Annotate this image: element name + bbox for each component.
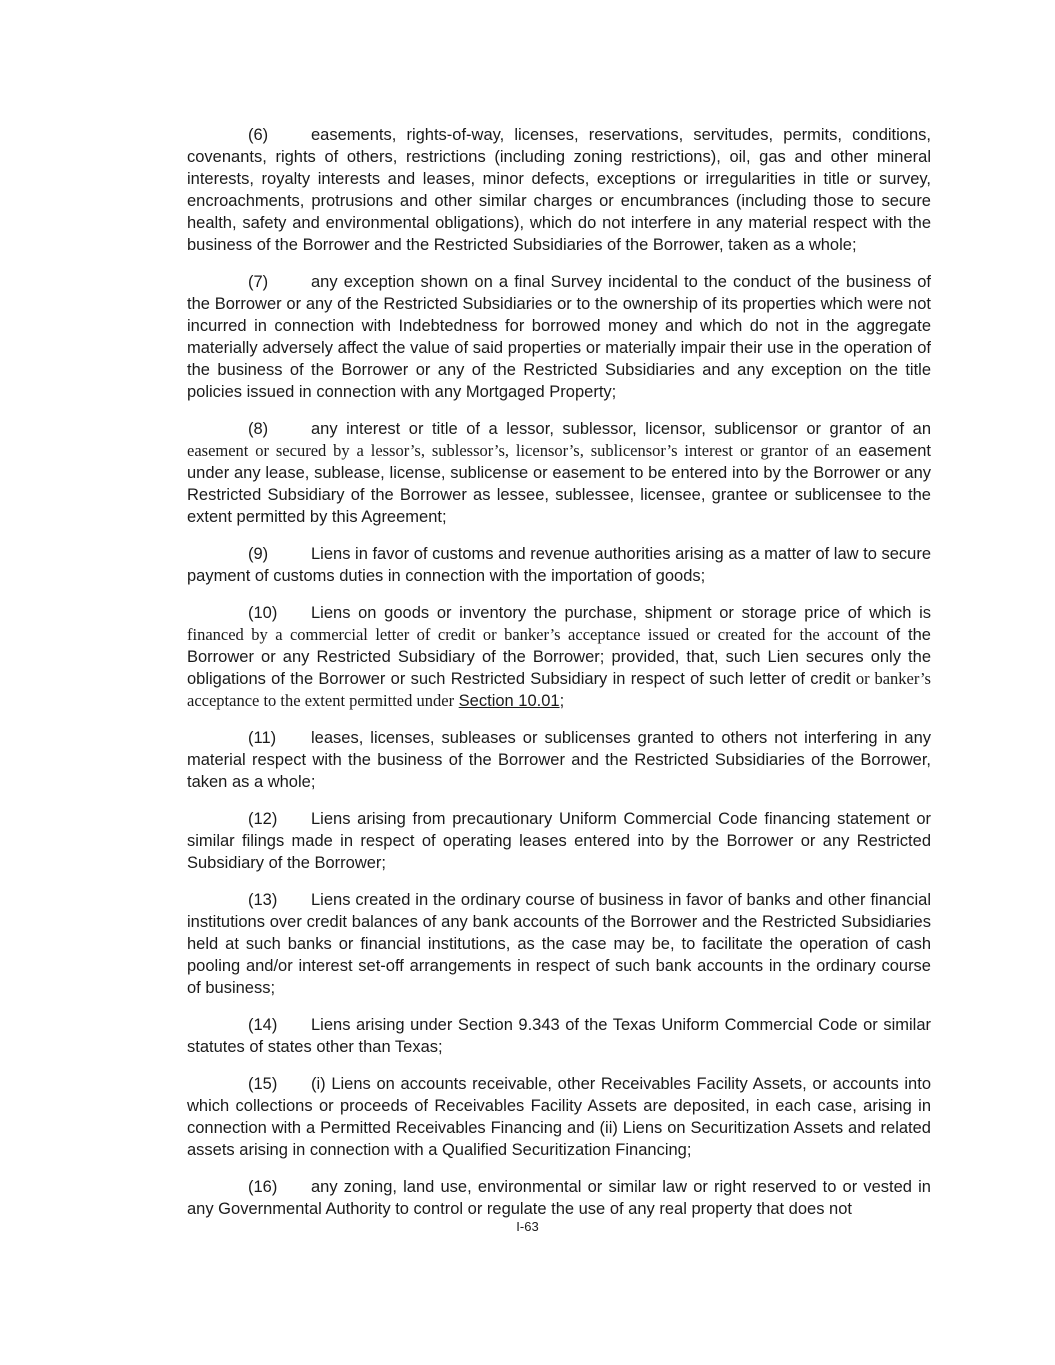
clause-6 bbox=[187, 124, 931, 256]
clause-12 bbox=[187, 808, 931, 874]
clause-text: leases, licenses, subleases or sublicenses granted to others not interfering in any material respect with the business of the Borrower and the Restricted Subsidiaries of the Borrower, taken as a whole; bbox=[187, 729, 931, 791]
clause-number: (11) bbox=[248, 729, 277, 747]
clause-number: (14) bbox=[248, 1016, 278, 1034]
clause-9 bbox=[187, 543, 931, 587]
clause-text: any zoning, land use, environmental or similar law or right reserved to or vested in any Governmental Authority to control or regulate the use of any real property that does not bbox=[187, 1178, 931, 1218]
clause-number: (13) bbox=[248, 891, 278, 909]
section-reference-link[interactable]: Section 10.01 bbox=[458, 692, 560, 710]
clause-number: (6) bbox=[248, 126, 269, 144]
clause-8 bbox=[187, 418, 931, 528]
clause-number: (10) bbox=[248, 604, 278, 622]
clause-number: (8) bbox=[248, 420, 269, 438]
clause-text: any exception shown on a final Survey incidental to the conduct of the business of the Borrower or any of the Restricted Subsidiaries or to the ownership of its properties which were not incurred in connection with Indebtedness for borrowed money and which do not in the aggregate materially adversely affect the value of said properties or materially impair their use in the operation of the business of the Borrower or any of the Restricted Subsidiaries and any exception on the title policies issued in connection with any Mortgaged Property; bbox=[187, 273, 931, 401]
clause-number: (16) bbox=[248, 1178, 278, 1196]
clause-text-serif: or banker’s acceptance to the extent permitted under bbox=[187, 669, 931, 710]
clause-number: (7) bbox=[248, 273, 269, 291]
clause-text-serif: easement or secured by a lessor’s, sublessor’s, licensor’s, sublicensor’s interest or grantor of an bbox=[187, 441, 852, 460]
clause-text: easements, rights-of-way, licenses, reservations, servitudes, permits, conditions, covenants, rights of others, restrictions (including zoning restrictions), oil, gas and other mineral interests, royalty interests and leases, minor defects, exceptions or irregularities in title or survey, encroachments, protrusions and other similar charges or encumbrances (including those to secure health, safety and environmental obligations), which do not interfere in any material respect with the business of the Borrower and the Restricted Subsidiaries of the Borrower, taken as a whole; bbox=[187, 126, 931, 254]
clause-7 bbox=[187, 271, 931, 403]
clause-13 bbox=[187, 889, 931, 999]
document-body bbox=[187, 124, 931, 1235]
clause-number: (15) bbox=[248, 1075, 278, 1093]
page-number: I-63 bbox=[516, 1219, 539, 1234]
clause-text: ; bbox=[559, 692, 565, 710]
clause-number: (9) bbox=[248, 545, 269, 563]
clause-11 bbox=[187, 727, 931, 793]
clause-text: Liens in favor of customs and revenue authorities arising as a matter of law to secure payment of customs duties in connection with the importation of goods; bbox=[187, 545, 931, 585]
clause-text: Liens on goods or inventory the purchase, shipment or storage price of which is bbox=[311, 604, 931, 622]
clause-10 bbox=[187, 602, 931, 712]
clause-text-serif: financed by a commercial letter of credit or banker’s acceptance issued or created for the account bbox=[187, 625, 879, 644]
clause-16 bbox=[187, 1176, 931, 1220]
clause-15 bbox=[187, 1073, 931, 1161]
clause-text: Liens arising under Section 9.343 of the Texas Uniform Commercial Code or similar statutes of states other than Texas; bbox=[187, 1016, 931, 1056]
clause-text: of the Borrower or any Restricted Subsidiary of the Borrower; provided, that, such Lien secures only the obligations of the Borrower or such Restricted Subsidiary in respect of such letter of credit bbox=[187, 626, 931, 688]
clause-14 bbox=[187, 1014, 931, 1058]
clause-text: Liens created in the ordinary course of business in favor of banks and other financial institutions over credit balances of any bank accounts of the Borrower and the Restricted Subsidiaries held at such banks or financial institutions, as the case may be, to facilitate the operation of cash pooling and/or interest set-off arrangements in respect of such bank accounts in the ordinary course of business; bbox=[187, 891, 931, 997]
clause-text: Liens arising from precautionary Uniform Commercial Code financing statement or similar filings made in respect of operating leases entered into by the Borrower or any Restricted Subsidiary of the Borrower; bbox=[187, 810, 931, 872]
clause-number: (12) bbox=[248, 810, 278, 828]
clause-text: any interest or title of a lessor, sublessor, licensor, sublicensor or grantor of an bbox=[311, 420, 931, 438]
clause-text: easement under any lease, sublease, license, sublicense or easement to be entered into by the Borrower or any Restricted Subsidiary of the Borrower as lessee, sublessee, licensee, grantee or sublicensee to the extent permitted by this Agreement; bbox=[187, 442, 931, 526]
clause-text: (i) Liens on accounts receivable, other Receivables Facility Assets, or accounts into which collections or proceeds of Receivables Facility Assets are deposited, in each case, arising in connection with a Permitted Receivables Financing and (ii) Liens on Securitization Assets and related assets arising in connection with a Qualified Securitization Financing; bbox=[187, 1075, 931, 1159]
